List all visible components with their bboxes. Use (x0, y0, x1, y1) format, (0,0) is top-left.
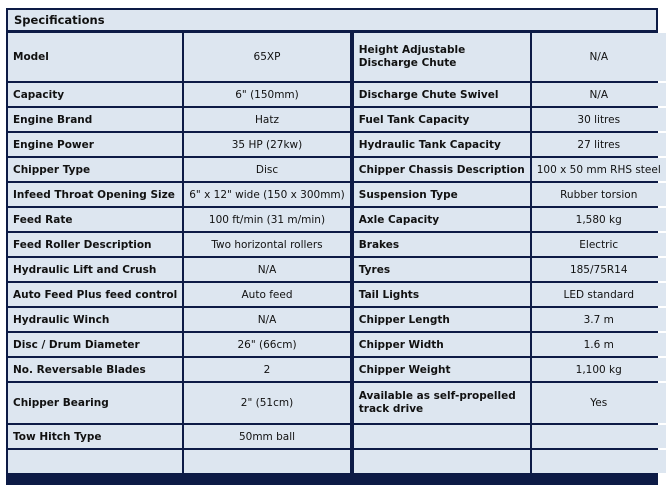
spec-value: Rubber torsion (532, 183, 666, 206)
spec-value: 27 litres (532, 133, 666, 156)
spec-label (354, 425, 530, 448)
spec-label: Height Adjustable Discharge Chute (354, 33, 530, 81)
spec-label: Discharge Chute Swivel (354, 83, 530, 106)
spec-value: N/A (184, 258, 350, 281)
spec-label: Engine Brand (8, 108, 182, 131)
table-row (8, 33, 666, 81)
spec-value: Hatz (184, 108, 350, 131)
spec-value: 30 litres (532, 108, 666, 131)
table-row (8, 208, 666, 231)
spec-value: 50mm ball (184, 425, 350, 448)
table-row (8, 358, 666, 381)
spec-value (532, 450, 666, 473)
spec-value (532, 425, 666, 448)
spec-label: No. Reversable Blades (8, 358, 182, 381)
spec-value: 2" (51cm) (184, 383, 350, 423)
spec-label: Infeed Throat Opening Size (8, 183, 182, 206)
spec-label: Suspension Type (354, 183, 530, 206)
spec-label (354, 450, 530, 473)
spec-value: 6" x 12" wide (150 x 300mm) (184, 183, 350, 206)
spec-value: 1,580 kg (532, 208, 666, 231)
spec-label: Tow Hitch Type (8, 425, 182, 448)
table-row (8, 133, 666, 156)
table-row (8, 83, 666, 106)
table-row (8, 183, 666, 206)
spec-value: 65XP (184, 33, 350, 81)
table-row (8, 425, 666, 448)
spec-value: 6" (150mm) (184, 83, 350, 106)
spec-value: Yes (532, 383, 666, 423)
spec-label: Model (8, 33, 182, 81)
spec-label: Disc / Drum Diameter (8, 333, 182, 356)
spec-label: Feed Roller Description (8, 233, 182, 256)
spec-value: Two horizontal rollers (184, 233, 350, 256)
spec-value: N/A (184, 308, 350, 331)
spec-value: Auto feed (184, 283, 350, 306)
spec-value: 100 x 50 mm RHS steel (532, 158, 666, 181)
table-row (8, 258, 666, 281)
specifications-panel (6, 8, 661, 485)
spec-label: Chipper Width (354, 333, 530, 356)
spec-label: Hydraulic Winch (8, 308, 182, 331)
spec-label: Chipper Type (8, 158, 182, 181)
spec-value: N/A (532, 83, 666, 106)
spec-value: 185/75R14 (532, 258, 666, 281)
spec-value: Electric (532, 233, 666, 256)
table-row (8, 333, 666, 356)
spec-label: Hydraulic Lift and Crush (8, 258, 182, 281)
spec-label: Axle Capacity (354, 208, 530, 231)
spec-value: 3.7 m (532, 308, 666, 331)
spec-value: Disc (184, 158, 350, 181)
table-row (8, 308, 666, 331)
spec-label: Auto Feed Plus feed control (8, 283, 182, 306)
spec-value: N/A (532, 33, 666, 81)
spec-label: Engine Power (8, 133, 182, 156)
spec-value (184, 450, 350, 473)
spec-label: Brakes (354, 233, 530, 256)
spec-label: Chipper Bearing (8, 383, 182, 423)
spec-label: Available as self-propelled track drive (354, 383, 530, 423)
table-row (8, 158, 666, 181)
spec-value: 26" (66cm) (184, 333, 350, 356)
spec-label: Feed Rate (8, 208, 182, 231)
spec-value: 35 HP (27kw) (184, 133, 350, 156)
spec-value: 2 (184, 358, 350, 381)
spec-value: 1,100 kg (532, 358, 666, 381)
spec-value: 100 ft/min (31 m/min) (184, 208, 350, 231)
spec-label: Chipper Length (354, 308, 530, 331)
specifications-table (6, 31, 668, 475)
specifications-title: Specifications (8, 10, 656, 30)
spec-label: Tyres (354, 258, 530, 281)
spec-label (8, 450, 182, 473)
spec-label: Chipper Weight (354, 358, 530, 381)
spec-value: LED standard (532, 283, 666, 306)
spec-label: Tail Lights (354, 283, 530, 306)
table-row (8, 283, 666, 306)
spec-value: 1.6 m (532, 333, 666, 356)
table-row (8, 108, 666, 131)
spec-label: Capacity (8, 83, 182, 106)
spec-label: Fuel Tank Capacity (354, 108, 530, 131)
table-row (8, 233, 666, 256)
table-row (8, 383, 666, 423)
spec-label: Hydraulic Tank Capacity (354, 133, 530, 156)
spec-label: Chipper Chassis Description (354, 158, 530, 181)
table-row (8, 450, 666, 473)
